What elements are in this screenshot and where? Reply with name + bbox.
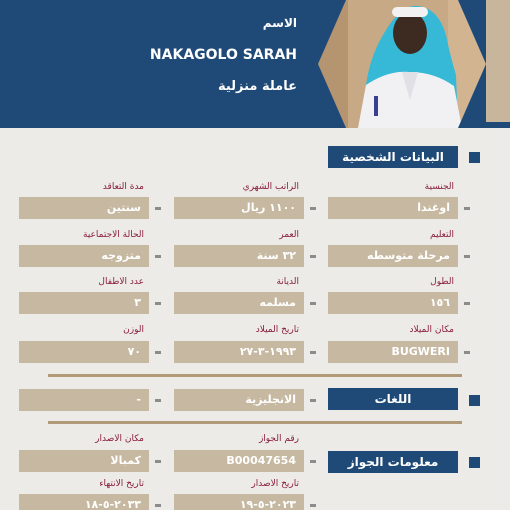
value-marital-status: متزوجه <box>19 245 149 267</box>
passport-heading: معلومات الجواز <box>328 451 458 473</box>
candidate-photo <box>318 0 486 128</box>
tick <box>155 351 161 354</box>
label-issue-place: مكان الاصدار <box>95 434 144 444</box>
candidate-name: NAKAGOLO SARAH <box>149 47 297 63</box>
label-expiry-date: تاريخ الانتهاء <box>99 479 144 489</box>
value-issue-place: كمبالا <box>19 450 149 472</box>
value-height: ١٥٦ <box>328 292 458 314</box>
value-weight: ٧٠ <box>19 341 149 363</box>
header-accent-strip <box>486 0 510 122</box>
tick <box>310 207 316 210</box>
label-birthplace: مكان الميلاد <box>409 325 454 335</box>
language-value-1: الانجليزية <box>174 389 304 411</box>
label-height: الطول <box>430 277 454 287</box>
label-salary: الراتب الشهري <box>242 182 299 192</box>
label-passport-number: رقم الجواز <box>258 434 299 444</box>
section-marker <box>469 395 480 406</box>
tick <box>310 302 316 305</box>
tick <box>310 399 316 402</box>
value-expiry-date: ٢٠٣٣-٥-١٨ <box>19 494 149 510</box>
tick <box>310 460 316 463</box>
tick <box>464 255 470 258</box>
tick <box>464 207 470 210</box>
personal-info-heading: البيانات الشخصية <box>328 146 458 168</box>
tick <box>155 504 161 507</box>
value-nationality: اوغندا <box>328 197 458 219</box>
label-issue-date: تاريخ الاصدار <box>251 479 299 489</box>
label-contract-period: مدة التعاقد <box>102 182 144 192</box>
tick <box>310 504 316 507</box>
tick <box>155 302 161 305</box>
value-age: ٣٢ سنة <box>174 245 304 267</box>
label-age: العمر <box>279 230 299 240</box>
tick <box>310 351 316 354</box>
tick <box>155 399 161 402</box>
value-contract-period: سنتين <box>19 197 149 219</box>
label-weight: الوزن <box>123 325 144 335</box>
tick <box>155 255 161 258</box>
job-title: عاملة منزلية <box>217 79 297 94</box>
section-divider <box>48 421 462 424</box>
languages-heading: اللغات <box>328 388 458 410</box>
value-education: مرحلة متوسطه <box>328 245 458 267</box>
label-religion: الديانة <box>276 277 299 287</box>
tick <box>155 460 161 463</box>
label-marital-status: الحالة الاجتماعية <box>83 230 144 240</box>
value-birthdate: ١٩٩٣-٣-٢٧ <box>174 341 304 363</box>
section-divider <box>48 374 462 377</box>
value-children: ٣ <box>19 292 149 314</box>
tick <box>464 302 470 305</box>
value-birthplace: BUGWERI <box>328 341 458 363</box>
section-marker <box>469 457 480 468</box>
name-label: الاسم <box>262 16 297 30</box>
value-religion: مسلمه <box>174 292 304 314</box>
value-issue-date: ٢٠٢٣-٥-١٩ <box>174 494 304 510</box>
value-salary: ١١٠٠ ريال <box>174 197 304 219</box>
section-marker <box>469 152 480 163</box>
label-birthdate: تاريخ الميلاد <box>255 325 299 335</box>
tick <box>155 207 161 210</box>
label-education: التعليم <box>430 230 454 240</box>
label-nationality: الجنسية <box>424 182 454 192</box>
value-passport-number: B00047654 <box>174 450 304 472</box>
tick <box>464 351 470 354</box>
language-value-2: - <box>19 389 149 411</box>
tick <box>310 255 316 258</box>
label-children: عدد الاطفال <box>98 277 144 287</box>
